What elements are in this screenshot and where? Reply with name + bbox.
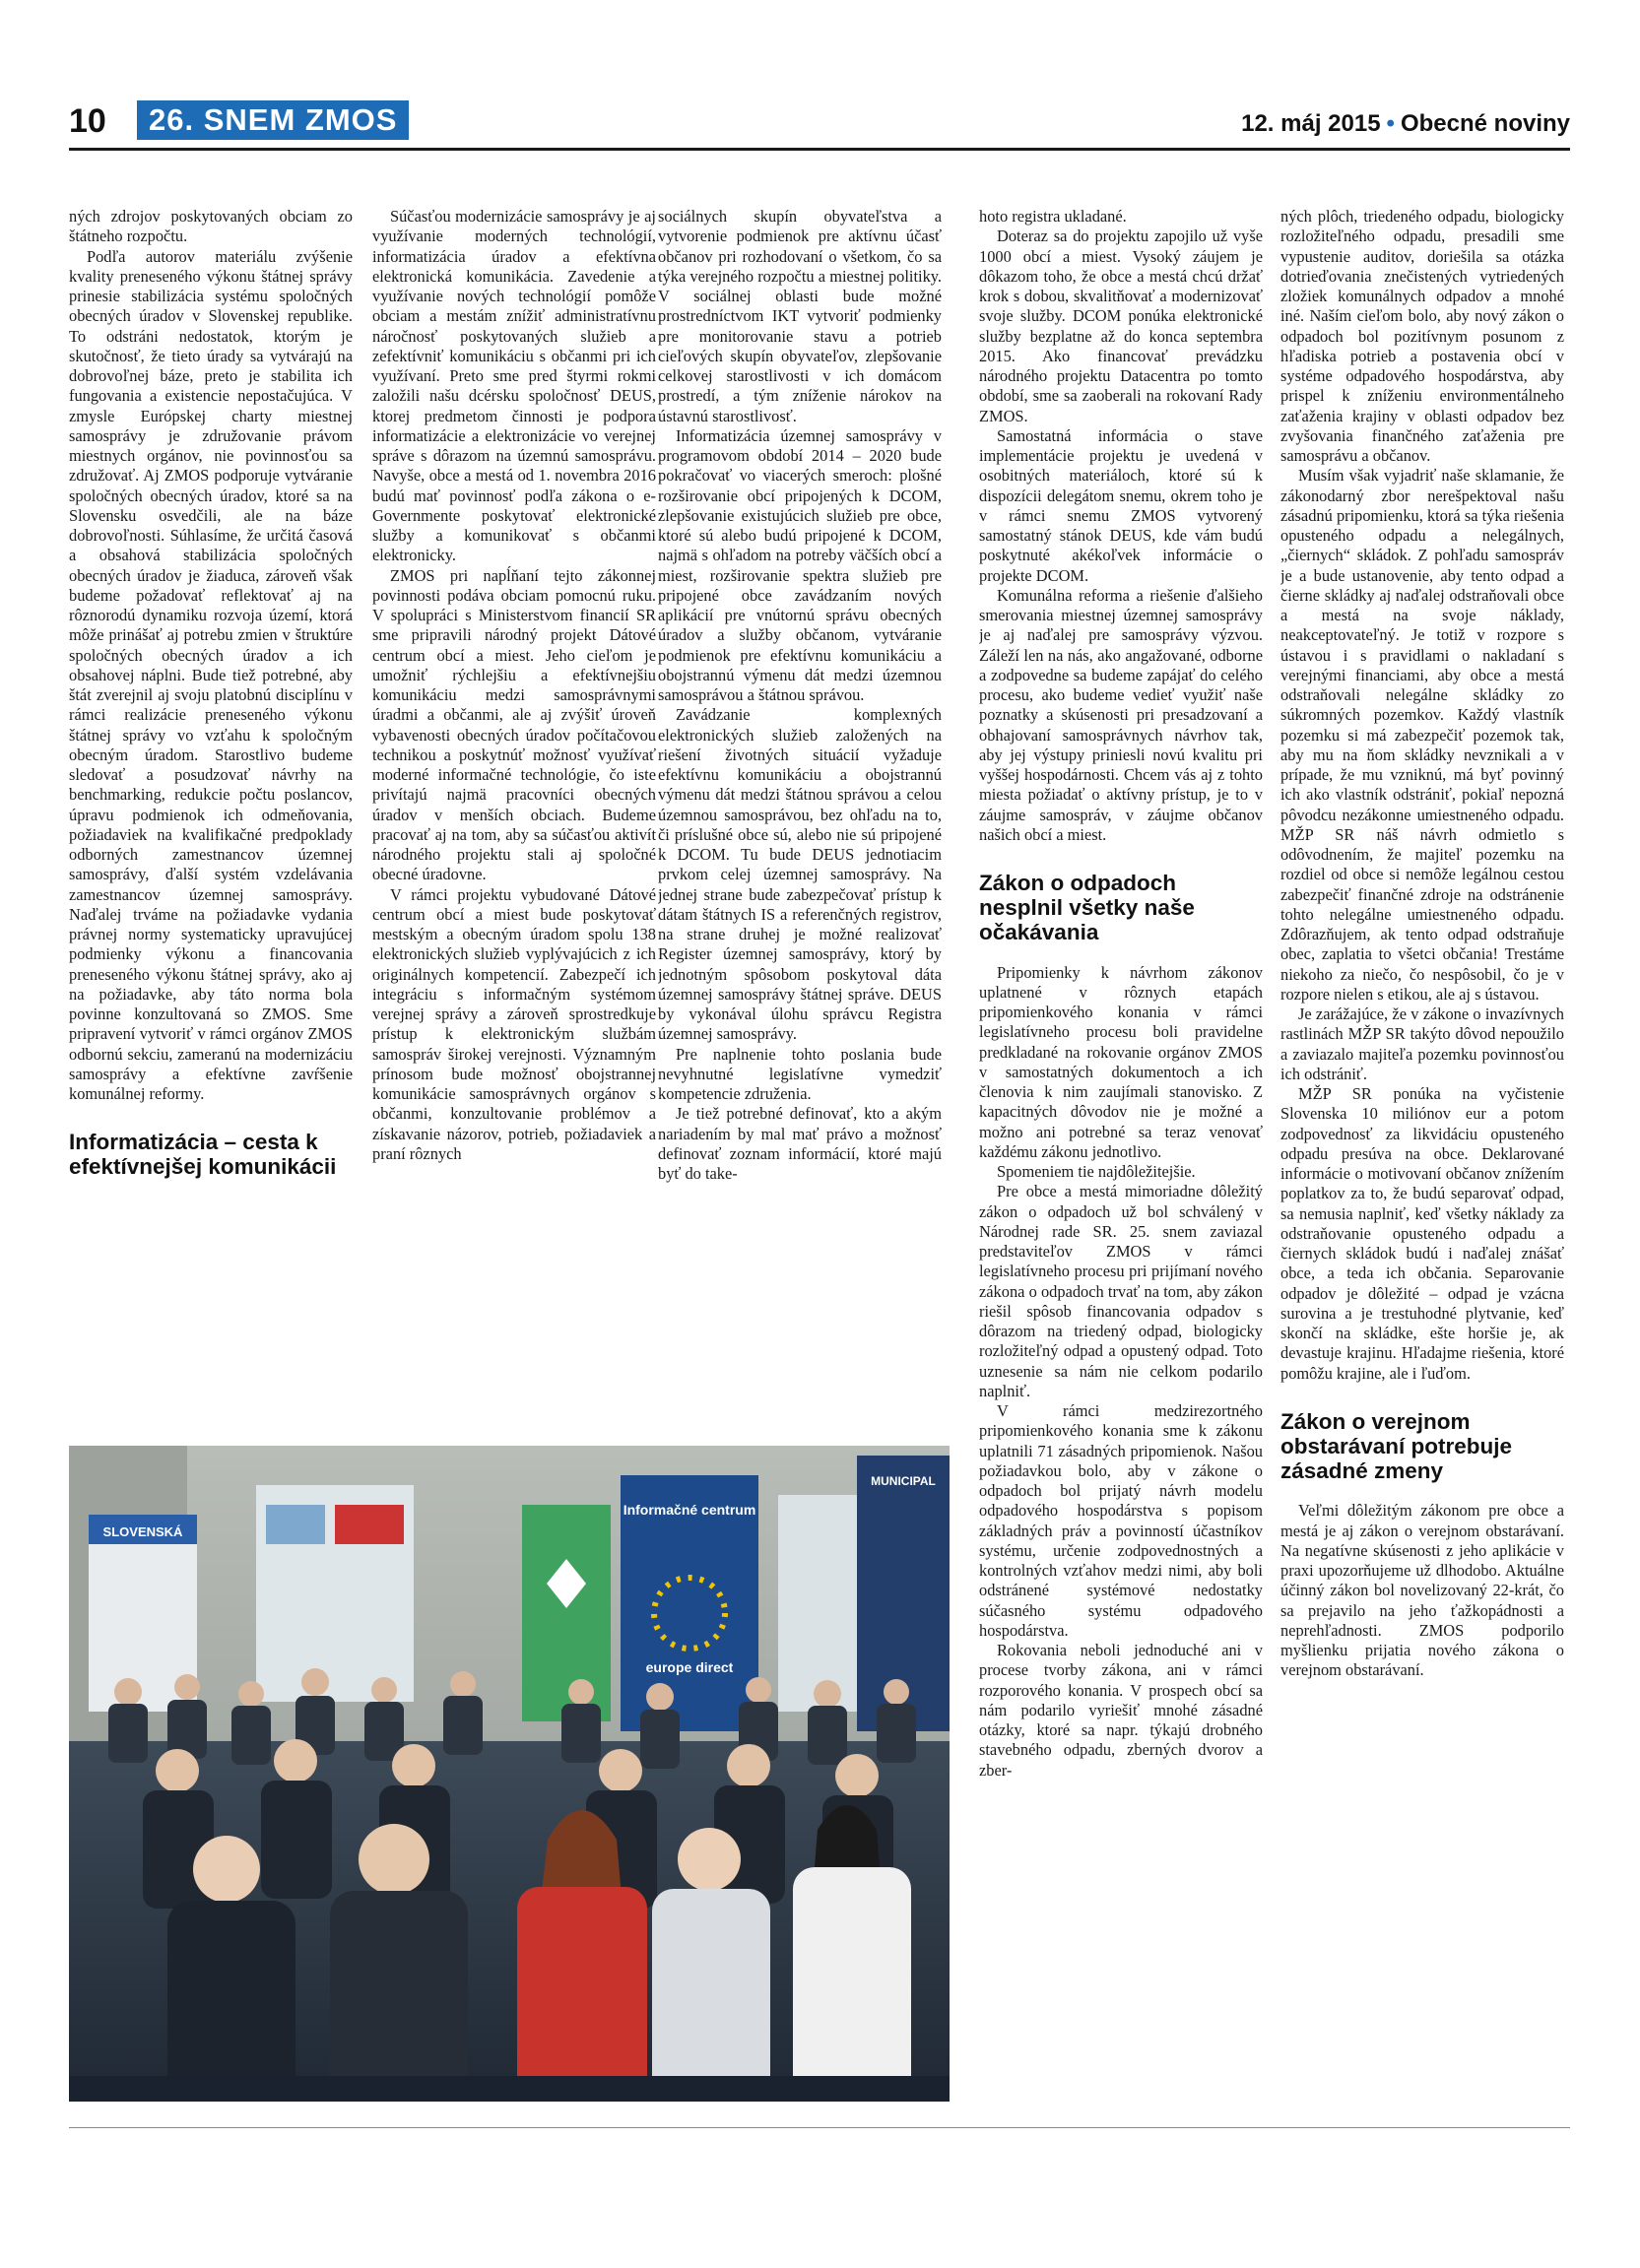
- paragraph: Pre obce a mestá mimoriadne dôležitý zákon o odpadoch už bol schválený v Národnej rade SR. 25. snem zaviazal predstaviteľov ZMOS v rámci legislatívneho procesu pri prijímaní nového zákona o odpadoch trvať na tom, aby zákon riešil spôsob financovania odpadov s dôrazom na triedený odpad, biologicky rozložiteľný odpad a opustený odpad. Toto uznesenie sa nám nie celkom podarilo naplniť.: [979, 1182, 1263, 1400]
- paragraph: hoto registra ukladané.: [979, 207, 1127, 226]
- paragraph: Informatizácia územnej samosprávy v programovom období 2014 – 2020 bude pokračovať vo viacerých smeroch: plošné rozširovanie obcí pripojených k DCOM, zlepšovanie existujúcich služieb pre obce, ktoré sú alebo budú pripojené k DCOM, najmä s ohľadom na potreby väčších obcí a miest, rozširovanie spektra služieb pre pripojené obce zavádzaním nových aplikácií pre vnútornú správu obecných úradov a služby občanom, vytváranie podmienok pre efektívnu komunikáciu a obojstrannú výmenu dát medzi územnou samosprávou a štátnou správou.: [658, 425, 942, 704]
- header-rule: [69, 148, 1570, 151]
- issue-info: [1241, 110, 1570, 138]
- paragraph: Doteraz sa do projektu zapojilo už vyše 1000 obcí a miest. Vysoký záujem je dôkazom toho, že obce a mestá chcú držať krok s dobou, skvalitňovať a modernizovať svoje služby. DCOM ponúka elektronické služby bezplatne až do konca septembra 2015. Ako financovať prevádzku národného projektu Datacentra po tomto období, sme sa zaoberali na rokovaní Rady ZMOS.: [979, 227, 1263, 425]
- article-column-3: [658, 207, 942, 1428]
- conference-photo: [69, 1446, 950, 2102]
- subhead-informatizacia: Informatizácia – cesta k efektívnejšej komunikácii: [69, 1130, 337, 1180]
- paragraph: Podľa autorov materiálu zvýšenie kvality preneseného výkonu štátnej správy prinesie stabilizácia systému spoločných obecných úradov v Slovenskej republike. To odstráni nedostatok, ktorým je skutočnosť, že tieto úrady sa vytvárajú na dobrovoľnej báze, preto je stabilita ich fungovania a existencie nepostačujúca. V zmysle Európskej charty miestnej samosprávy je združovanie právom miestnych orgánov, nie povinnosťou sa združovať. Aj ZMOS podporuje vytváranie spoločných obecných úradov, ktoré sa na Slovensku osvedčili, ale na báze dobrovoľnosti. Súhlasíme, že určitá časová a obsahová stabilizácia spoločných obecných úradov je žiaduca, zároveň však budeme požadovať reflektovať aj na rôznorodú dynamiku rozvoja území, ktorá môže prinášať aj potrebu zmien v štruktúre spoločných obecných úradov a ich obsahovej náplni. Bude tiež potrebné, aby štát zverejnil aj svoju platobnú disciplínu v rámci realizácie preneseného výkonu štátnej správy vo vzťahu k spoločným obecným úradom. Starostlivo budeme sledovať a posudzovať návrhy na benchmarking, redukcie počtu poslancov, úpravu podmienok ich odmeňovania, požiadaviek na kvalifikačné predpoklady odborných zamestnancov územnej samosprávy, ďalší systém vzdelávania zamestnancov územnej samosprávy. Naďalej trváme na požiadavke vydania právnej normy systematicky upravujúcej podmienky výkonu a financovania preneseného výkonu štátnej správy, ako aj na požiadavke, aby táto norma bola povinne konzultovaná so ZMOS. Sme pripravení vytvoriť v rámci orgánov ZMOS odbornú sekciu, zameranú na modernizáciu samosprávy a efektívne zavŕšenie komunálnej reformy.: [69, 246, 353, 1103]
- paragraph: Samostatná informácia o stave implementácie projektu je uvedená v osobitných materiáloch, ktoré sú k dispozícii delegátom snemu, okrem toho je v rámci snemu ZMOS vytvorený samostatný stánok DEUS, kde vám budú poskytnuté akékoľvek informácie o projekte DCOM.: [979, 425, 1263, 585]
- article-column-2: [372, 207, 656, 1428]
- paragraph: Je zarážajúce, že v zákone o invazívnych rastlinách MŽP SR takýto dôvod nepoužilo a zaviazalo majiteľa pozemku povinnosťou ich odstrániť.: [1280, 1004, 1564, 1083]
- section-tag: 26. SNEM ZMOS: [137, 100, 409, 140]
- paragraph: Zavádzanie komplexných elektronických služieb založených na riešení životných situácií vyžaduje efektívnu komunikáciu a obojstrannú výmenu dát medzi štátnou správou a celou územnou samosprávou, bez ohľadu na to, či príslušné obce sú, alebo nie sú pripojené k DCOM. Tu bude DEUS jednotiacim prvkom celej územnej samosprávy. Na jednej strane bude zabezpečovať prístup k dátam štátnych IS a referenčných registrov, na strane druhej je možné realizovať Register územnej samosprávy, ktorý by jednotným spôsobom poskytoval dáta územnej samosprávy štátnej správe. DEUS by vykonával úlohu správcu Registra územnej samosprávy.: [658, 705, 942, 1044]
- svg-text:europe direct: europe direct: [645, 1659, 734, 1675]
- paragraph: Pre naplnenie tohto poslania bude nevyhnutné legislatívne vymedziť kompetencie združenia.: [658, 1044, 942, 1103]
- masthead: [69, 98, 1570, 146]
- issue-separator: •: [1386, 110, 1395, 137]
- paragraph: Musím však vyjadriť naše sklamanie, že zákonodarný zbor nerešpektoval našu zásadnú pripomienku, ktorá sa týka riešenia opusteného odpadu a nelegálnych, „čiernych“ skládok. Z pohľadu samospráv je a bude ustanovenie, aby tento odpad a čierne skládky aj naďalej odstraňovali obce a mestá na svoje náklady, neakceptovateľný. Je totiž v rozpore s ústavou i s pravidlami o nakladaní s verejnými financiami, aby obce a mestá odstraňovali nelegálne skládky zo súkromných pozemkov. Každý vlastník pozemku si má zabezpečiť pozemok tak, aby mu na ňom skládky nevznikali a v prípade, že mu vzniknú, má byť povinný ich ako vlastník odstrániť, pokiaľ nepozná pôvodcu nezákonne umiestneného odpadu. MŽP SR náš návrh odmietlo s odôvodnením, že majiteľ pozemku na rozdiel od obce si nemôže legálnou cestou zabezpečiť finančné zdroje na odstránenie tohto nelegálne umiestneného odpadu. Zdôrazňujem, ak tento odpad odstraňuje obec, zaplatia to všetci občania! Trestáme niekoho za niečo, čo nespôsobil, čo je v rozpore nielen s etikou, ale aj s ústavou.: [1280, 466, 1564, 1004]
- banner-informacne-centrum: [621, 1475, 758, 1731]
- paragraph: ZMOS pri napĺňaní tejto zákonnej povinnosti podáva obciam pomocnú ruku. V spolupráci s Ministerstvom financií SR sme pripravili národný projekt Dátové centrum obcí a miest. Jeho cieľom je umožniť rýchlejšiu a efektívnejšiu komunikáciu medzi samosprávnymi úradmi a občanmi, ale aj zvýšiť úroveň vybavenosti obecných úradov počítačovou technikou a poskytnúť možnosť využívať moderné informačné technológie, čo iste privítajú najmä pracovníci obecných úradov v menších obciach. Budeme pracovať aj na tom, aby sa súčasťou aktivít národného projektu stali aj spoločné obecné úradovne.: [372, 565, 656, 884]
- issue-date: 12. máj 2015: [1241, 110, 1381, 137]
- article-column-1: [69, 207, 353, 1428]
- paragraph: V rámci projektu vybudované Dátové centrum obcí a miest bude poskytovať mestským a obecným úradom spolu 138 elektronických služieb vyplývajúcich z ich originálnych kompetencií. Zabezpečí ich integráciu s informačným systémom verejnej správy a zároveň sprostredkuje prístup k elektronickým službám samospráv širokej verejnosti. Významným prínosom bude možnosť obojstrannej komunikácie samosprávnych orgánov s občanmi, konzultovanie problémov a získavanie názorov, potrieb, požiadaviek a praní rôznych: [372, 884, 656, 1163]
- paragraph: ných zdrojov poskytovaných obciam zo štátneho rozpočtu.: [69, 207, 353, 246]
- page-number: 10: [69, 102, 106, 140]
- subhead-verejne-obstaravanie: Zákon o verejnom obstarávaní potrebuje zásadné zmeny: [1280, 1408, 1513, 1484]
- paragraph: MŽP SR ponúka na vyčistenie Slovenska 10 miliónov eur a potom zodpovednosť za likvidáciu opusteného odpadu presúva na obce. Deklarované informácie o motivovaní občanov znížením poplatkov za to, že budú separovať odpad, sa nemusia naplniť, keď všetky náklady za odstraňovanie opusteného odpadu a čiernych skládok budú i naďalej znášať obce, a teda ich občania. Separovanie odpadov je dôležité – odpad je vzácna surovina a je trestuhodné plytvanie, keď skončí na skládke, ešte horšie je, ak devastuje krajinu. Hľadajme riešenia, ktoré pomôžu krajine, ale i ľuďom.: [1280, 1084, 1564, 1383]
- article-column-4: [979, 207, 1263, 2100]
- publication-name: Obecné noviny: [1400, 110, 1570, 137]
- paragraph: Je tiež potrebné definovať, kto a akým nariadením by mal mať právo a možnosť definovať zoznam informácií, ktoré majú byť do take-: [658, 1104, 942, 1183]
- svg-text:Informačné centrum: Informačné centrum: [623, 1502, 756, 1518]
- paragraph: Rokovania neboli jednoduché ani v procese tvorby zákona, ani v rámci rozporového konania. V prospech obcí sa nám podarilo vyriešiť mnohé zásadné otázky, ktoré sa napr. týkajú drobného stavebného odpadu, zberných dvorov a zber-: [979, 1641, 1263, 1780]
- paragraph: Veľmi dôležitým zákonom pre obce a mestá je aj zákon o verejnom obstarávaní. Na negatívne skúsenosti z jeho aplikácie v praxi upozorňujeme už dlhodobo. Aktuálne účinný zákon bol novelizovaný 22-krát, čo sa prejavilo na jeho ťažkopádnosti a neprehľadnosti. ZMOS podporilo myšlienku prijatia nového zákona o verejnom obstarávaní.: [1280, 1501, 1564, 1680]
- paragraph: sociálnych skupín obyvateľstva a vytvorenie podmienok pre aktívnu účasť občanov pri rozhodovaní o všetkom, čo sa týka verejného rozpočtu a miestnej politiky. V sociálnej oblasti bude možné prostredníctvom IKT vytvoriť podmienky pre monitorovanie stavu a potrieb cieľových skupín obyvateľov, zlepšovanie celkovej starostlivosti v ich domácom prostredí, a tým zníženie nárokov na ústavnú starostlivosť.: [658, 207, 942, 425]
- paragraph: Súčasťou modernizácie samosprávy je aj využívanie moderných technológií, informatizácia úradov a efektívna elektronická komunikácia. Zavedenie a využívanie nových technológií pomôže obciam a mestám znížiť administratívnu náročnosť poskytovaných služieb a zefektívniť komunikáciu s občanmi pri ich využívaní. Preto sme pred štyrmi rokmi založili našu dcérsku spoločnosť DEUS, ktorej predmetom činnosti je podpora informatizácie a elektronizácie vo verejnej správe s dôrazom na územnú samosprávu. Navyše, obce a mestá od 1. novembra 2016 budú mať povinnosť podľa zákona o e-Governmente poskytovať elektronické služby a komunikovať s občanmi elektronicky.: [372, 207, 656, 565]
- article-column-5: [1280, 207, 1564, 2100]
- paragraph: ných plôch, triedeného odpadu, biologicky rozložiteľného odpadu, presadili sme vypustenie auditov, doriešila sa otázka dotrieďovania znečistených vytriedených zložiek komunálnych odpadov a mnohé iné. Naším cieľom bolo, aby nový zákon o odpadoch bol pozitívnym posunom z hľadiska potrieb a postavenia obcí v systéme odpadového hospodárstva, aby prispel k zníženiu environmentálneho zaťaženia krajiny v oblasti odpadov bez zvyšovania finančného zaťaženia pre samosprávu a občanov.: [1280, 207, 1564, 465]
- banner-europe-direct: [646, 1659, 734, 1675]
- paragraph: V rámci medzirezortného pripomienkového konania sme k zákonu uplatnili 71 zásadných pripomienok. Našou požiadavkou bolo, aby v zákone o odpadoch bol prijatý návrh modelu odpadového hospodárstva s popisom základných práv a povinností účastníkov systému, určenie zodpovednostných a kontrolných vzťahov medzi nimi, aby boli odstránené systémové nedostatky súčasného systému odpadového hospodárstva.: [979, 1401, 1263, 1640]
- paragraph: Komunálna reforma a riešenie ďalšieho smerovania miestnej územnej samosprávy je aj naďalej pre samosprávy výzvou. Záleží len na nás, ako angažované, odborne a zodpovedne sa budeme zapájať do celého procesu, ako budeme vedieť využiť naše poznatky a skúsenosti pri presadzovaní a obhajovaní samosprávnych návrhov tak, aby jej výstupy priniesli novú kvalitu pri vyššej hospodárnosti. Chcem vás aj z tohto miesta požiadať o aktívny prístup, je to v záujme samospráv, v záujme občanov našich obcí a miest.: [979, 585, 1263, 844]
- svg-text:MUNICIPAL: MUNICIPAL: [871, 1474, 936, 1488]
- footer-rule: [69, 2127, 1570, 2128]
- svg-text:SLOVENSKÁ: SLOVENSKÁ: [102, 1524, 183, 1539]
- paragraph: Pripomienky k návrhom zákonov uplatnené v rôznych etapách pripomienkového konania v rámci legislatívneho procesu boli pravidelne predkladané na rokovanie orgánov ZMOS v samostatných dokumentoch a ich členovia k nim zaujímali stanovisko. Z kapacitných dôvodov nie je možné a možno ani potrebné sa teraz venovať každému zákonu jednotlivo.: [979, 962, 1263, 1161]
- subhead-zakon-o-odpadoch: Zákon o odpadoch nesplnil všetky naše očakávania: [979, 871, 1195, 945]
- paragraph: Spomeniem tie najdôležitejšie.: [997, 1162, 1196, 1182]
